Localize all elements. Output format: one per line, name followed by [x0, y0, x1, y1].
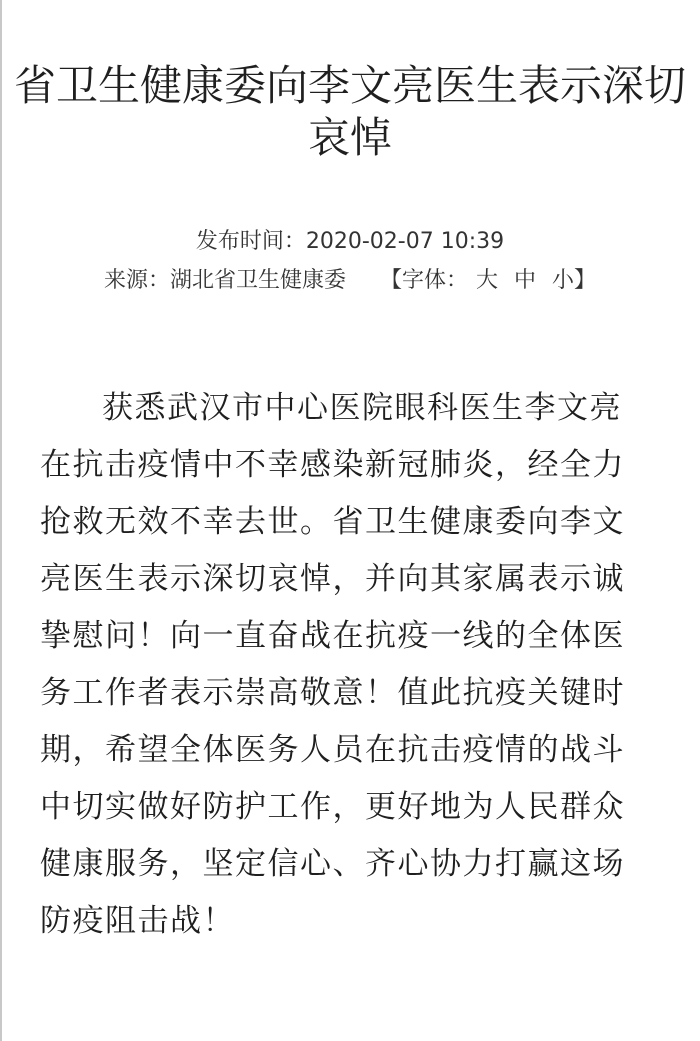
publish-info	[10, 227, 690, 257]
font-size-small-button[interactable]: 小	[552, 268, 575, 293]
source-and-font-bar	[10, 266, 690, 296]
font-size-large-button[interactable]: 大	[475, 268, 498, 293]
source-label: 来源：	[103, 268, 170, 293]
font-close: 】	[574, 268, 597, 293]
article-body: 获悉武汉市中心医院眼科医生李文亮在抗击疫情中不幸感染新冠肺炎，经全力抢救无效不幸去世。省卫生健康委向李文亮医生表示深切哀悼，并向其家属表示诚挚慰问！向一直奋战在抗疫一线的全体医务工作者表示崇高敬意！值此抗疫关键时期，希望全体医务人员在抗击疫情的战斗中切实做好防护工作，更好地为人民群众健康服务，坚定信心、齐心协力打赢这场防疫阻击战！	[40, 390, 625, 939]
article-title: 省卫生健康委向李文亮医生表示深切哀悼	[13, 61, 686, 162]
font-label: 【字体：	[379, 268, 468, 293]
font-size-medium-button[interactable]: 中	[514, 268, 537, 293]
source-name: 湖北省卫生健康委	[169, 268, 346, 293]
publish-label: 发布时间：	[195, 229, 306, 254]
publish-time: 2020-02-07 10:39	[305, 229, 505, 254]
